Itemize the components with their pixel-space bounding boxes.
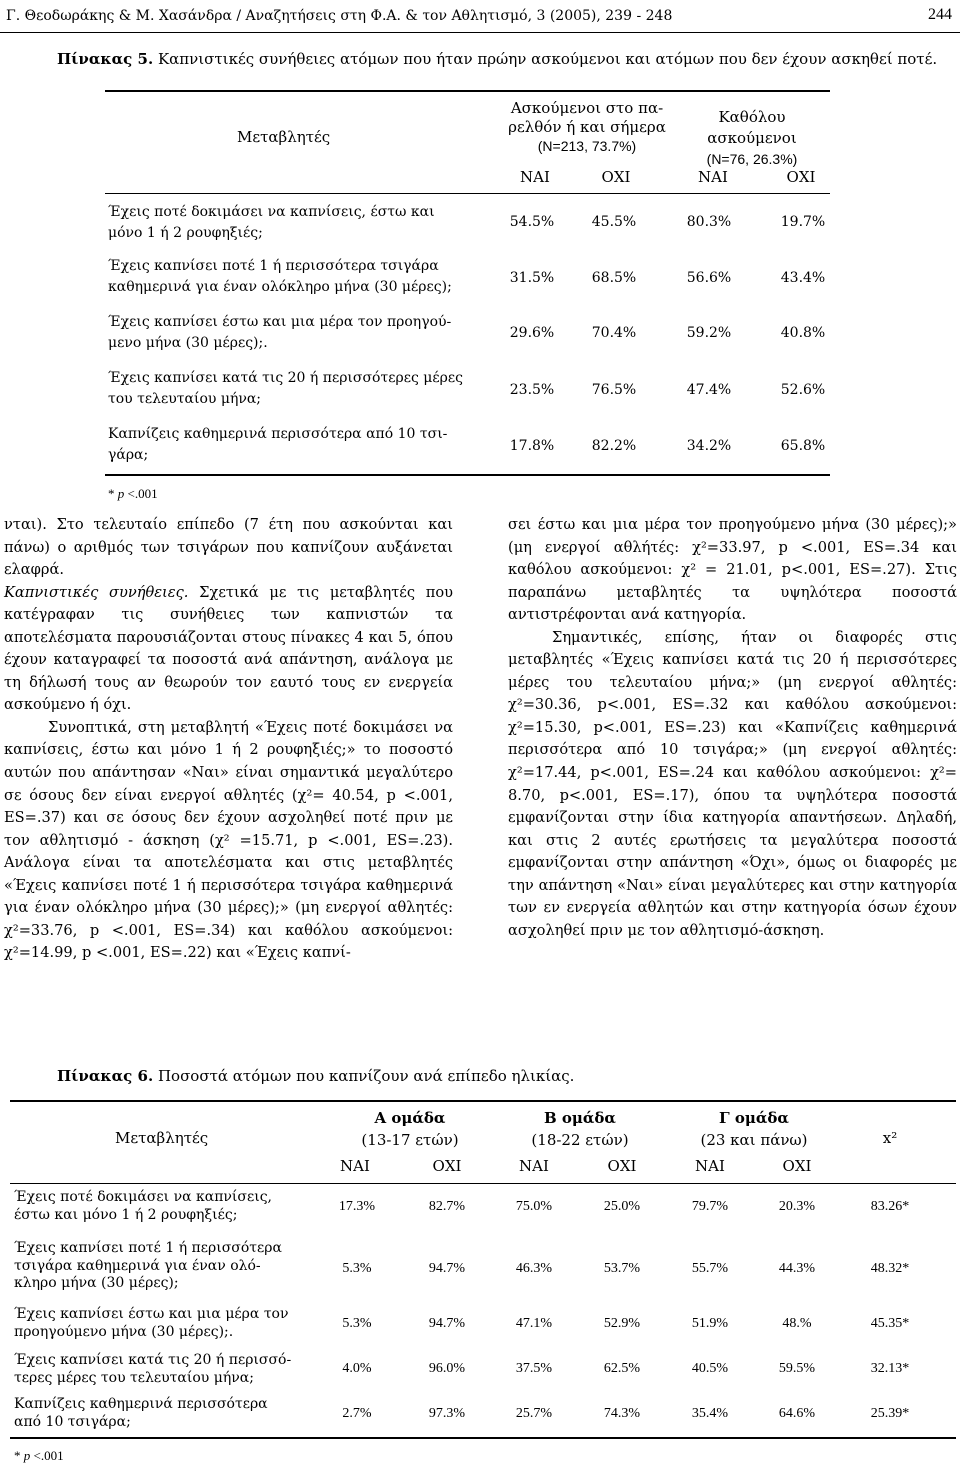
table5-top-rule xyxy=(105,90,830,92)
running-header: Γ. Θεοδωράκης & Μ. Χασάνδρα / Αναζητήσεις στη Φ.Α. & τον Αθλητισμό, 3 (2005), 239 - 248 xyxy=(6,8,673,24)
table6-top-rule xyxy=(10,1100,956,1102)
table6-cell: 2.7% xyxy=(342,1406,372,1421)
table6-caption xyxy=(57,1067,574,1085)
table5-cell: 68.5% xyxy=(591,270,637,286)
table5-row-label xyxy=(108,256,503,298)
table5-cell: 45.5% xyxy=(591,214,637,230)
table6-footnote xyxy=(14,1448,64,1464)
table6-group-b-name: Β ομάδα xyxy=(544,1109,616,1127)
table6-row-label-line: Καπνίζεις καθημερινά περισσότερα xyxy=(14,1396,268,1412)
table6-cell: 94.7% xyxy=(428,1261,466,1276)
table5-cell: 23.5% xyxy=(509,382,555,398)
table6-row-label-line: Έχεις καπνίσει έστω και μια μέρα τον xyxy=(14,1306,289,1322)
table5-bottom-rule xyxy=(105,474,830,476)
table6-row-label xyxy=(14,1352,314,1387)
table6-cell: 64.6% xyxy=(778,1406,816,1421)
table5-cell: 82.2% xyxy=(591,438,637,454)
table5-header-rule xyxy=(105,193,830,194)
table5-cell: 17.8% xyxy=(509,438,555,454)
table6-cell: 46.3% xyxy=(515,1261,553,1276)
table6-group-b-range: (18-22 ετών) xyxy=(531,1131,629,1149)
table6-cell: 47.1% xyxy=(515,1316,553,1331)
table5-group1-n: (N=213, 73.7%) xyxy=(537,138,637,154)
table5-cell: 59.2% xyxy=(686,325,732,341)
table6-row-label-line: έστω και μόνο 1 ή 2 ρουφηξιές; xyxy=(14,1206,238,1223)
table6-chi-header: x² xyxy=(882,1129,898,1147)
table5-var-header: Μεταβλητές xyxy=(237,128,331,146)
table5-group1-line1: Ασκούμενοι στο πα- xyxy=(510,99,664,117)
table6-sub-oxi-a: ΟΧΙ xyxy=(432,1157,462,1175)
left-paragraph-1: νται). Στο τελευταίο επίπεδο (7 έτη που ασκούνται και πάνω) ο αριθμός των τσιγάρων που καπνίζουν αυξάνεται ελαφρά. xyxy=(4,516,453,579)
table6-group-a xyxy=(335,1107,485,1151)
table6-cell: 52.9% xyxy=(603,1316,641,1331)
table6-cell: 48.% xyxy=(782,1316,812,1331)
footnote-star: * xyxy=(14,1448,24,1463)
table5-group1-header xyxy=(497,99,677,156)
table6-cell: 35.4% xyxy=(691,1406,729,1421)
left-column xyxy=(4,514,453,965)
table6-cell: 32.13* xyxy=(870,1361,910,1376)
table6-cell: 45.35* xyxy=(870,1316,910,1331)
right-paragraph-2: Σημαντικές, επίσης, ήταν οι διαφορές στις μεταβλητές «Έχεις καπνίσει κατά τις 20 ή περισσότερες μέρες του τελευταίου μήνα;» (μη ενεργοί αθλητές: χ²=30.36, p<.001, ES=.32 και καθόλου ασκούμενοι: χ²=15.30, p<.001, ES=.23) και «Καπνίζεις καθημερινά περισσότερα από 10 τσιγάρα;» (μη ενεργοί αθλητές: χ²=17.44, p<.001, ES=.24 και καθόλου ασκούμενοι: χ²= 8.70, p<.001, ES=.17), όπου τα υψηλότερα ποσοστά εμφανίζονται στην ίδια κατηγορία απαντήσεων. Δηλαδή, και στις 2 αυτές ερωτήσεις τα μεγαλύτερα ποσοστά εμφανίζονται στην απάντηση «Όχι», όμως οι διαφορές με την απάντηση «Ναι» είναι μεγαλύτερες και στην κατηγορία των εν ενεργεία αθλητών και στην κατηγορία όσων έχουν ασχοληθεί πριν με τον αθλητισμό-άσκηση. xyxy=(508,628,957,939)
table5-row-label-line: καθημερινά για έναν ολόκληρο μήνα (30 μέρες); xyxy=(108,279,452,295)
right-column xyxy=(508,514,957,942)
table6-cell: 51.9% xyxy=(691,1316,729,1331)
page-number: 244 xyxy=(928,6,952,23)
table5-group2-header xyxy=(672,107,832,170)
table5-sub-nai-1: ΝΑΙ xyxy=(520,168,550,186)
table6-cell: 83.26* xyxy=(870,1199,910,1214)
table6-sub-nai-c: ΝΑΙ xyxy=(695,1157,725,1175)
table6-sub-oxi-b: ΟΧΙ xyxy=(607,1157,637,1175)
table5-cell: 52.6% xyxy=(780,382,826,398)
table6-caption-label: Πίνακας 6. xyxy=(57,1067,154,1085)
table6-cell: 25.7% xyxy=(515,1406,553,1421)
table5-sub-oxi-1: ΟΧΙ xyxy=(601,168,631,186)
table6-row-label-line: Έχεις ποτέ δοκιμάσει να καπνίσεις, xyxy=(14,1189,273,1205)
table5-caption-text: Καπνιστικές συνήθειες ατόμων που ήταν πρώην ασκούμενοι και ατόμων που δεν έχουν ασκηθεί ποτέ. xyxy=(153,50,938,68)
table6-bottom-rule xyxy=(10,1437,956,1439)
table6-cell: 75.0% xyxy=(515,1199,553,1214)
table6-row-label xyxy=(14,1306,314,1341)
table5-cell: 19.7% xyxy=(780,214,826,230)
table5-row-label-line: Έχεις καπνίσει κατά τις 20 ή περισσότερες μέρες xyxy=(108,370,463,386)
table5-cell: 70.4% xyxy=(591,325,637,341)
table5-cell: 54.5% xyxy=(509,214,555,230)
table6-row-label-line: προηγούμενο μήνα (30 μέρες);. xyxy=(14,1323,234,1340)
right-paragraph-1: σει έστω και μια μέρα τον προηγούμενο μήνα (30 μέρες);» (μη ενεργοί αθλήτές: χ²=33.97, p <.001, ES=.34 και καθόλου ασκούμενοι: χ² = 21.01, p<.001, ES=.27). Στις παραπάνω μεταβλητές τα υψηλότερα ποσοστά αντιστρέφονται ανά κατηγορία. xyxy=(508,516,957,624)
table6-group-c xyxy=(679,1107,829,1151)
table6-cell: 5.3% xyxy=(342,1316,372,1331)
table5-cell: 43.4% xyxy=(780,270,826,286)
table6-cell: 82.7% xyxy=(428,1199,466,1214)
table6-caption-text: Ποσοστά ατόμων που καπνίζουν ανά επίπεδο ηλικίας. xyxy=(153,1067,575,1085)
footnote-rest: <.001 xyxy=(30,1448,64,1463)
table6-row-label-line: κληρο μήνα (30 μέρες); xyxy=(14,1275,179,1291)
table5-sub-oxi-2: ΟΧΙ xyxy=(786,168,816,186)
table6-cell: 37.5% xyxy=(515,1361,553,1376)
table5-row-label-line: γάρα; xyxy=(108,447,149,463)
table6-row-label-line: Έχεις καπνίσει κατά τις 20 ή περισσό- xyxy=(14,1352,292,1368)
table5-row-label xyxy=(108,368,503,410)
table5-group2-n: (N=76, 26.3%) xyxy=(706,151,798,167)
table6-cell: 17.3% xyxy=(338,1199,376,1214)
table6-group-c-range: (23 και πάνω) xyxy=(700,1131,808,1149)
table5-cell: 31.5% xyxy=(509,270,555,286)
table5-row-label-line: Έχεις καπνίσει έστω και μια μέρα τον προηγού- xyxy=(108,314,452,330)
footnote-rest: <.001 xyxy=(124,486,158,501)
left-paragraph-2 xyxy=(4,582,453,717)
table5-row-label-line: Καπνίζεις καθημερινά περισσότερα από 10 τσι- xyxy=(108,426,448,442)
table5-group1-line2: ρελθόν ή και σήμερα xyxy=(508,118,666,136)
table5-cell: 47.4% xyxy=(686,382,732,398)
table5-row-label-line: μόνο 1 ή 2 ρουφηξιές; xyxy=(108,225,263,241)
table6-sub-nai-b: ΝΑΙ xyxy=(519,1157,549,1175)
table5-cell: 65.8% xyxy=(780,438,826,454)
left-paragraph-3: Συνοπτικά, στη μεταβλητή «Έχεις ποτέ δοκιμάσει να καπνίσεις, έστω και μόνο 1 ή 2 ρουφηξιές;» το ποσοστό αυτών που απάντησαν «Ναι» είναι σημαντικά μεγαλύτερο σε όσους δεν είναι ενεργοί αθλητές (χ²= 40.54, p <.001, ES=.37) και σε όσους δεν έχουν ασχοληθεί ποτέ πριν με τον αθλητισμό - άσκηση (χ² =15.71, p <.001, ES=.23). Ανάλογα είναι τα αποτελέσματα και στις μεταβλητές «Έχεις καπνίσει ποτέ 1 ή περισσότερα τσιγάρα καθημερινά για έναν ολόκληρο μήνα (30 μέρες);» (μη ενεργοί αθλητές: χ²=33.76, p <.001, ES=.34) και καθόλου ασκούμενοι: χ²=14.99, p <.001, ES=.22) και «Έχεις καπνί- xyxy=(4,718,453,962)
table5-row-label xyxy=(108,312,503,354)
table6-cell: 40.5% xyxy=(691,1361,729,1376)
table6-row-label-line: τσιγάρα καθημερινά για έναν ολό- xyxy=(14,1257,261,1274)
table6-cell: 94.7% xyxy=(428,1316,466,1331)
table6-group-a-range: (13-17 ετών) xyxy=(361,1131,459,1149)
table6-cell: 62.5% xyxy=(603,1361,641,1376)
table6-group-b xyxy=(505,1107,655,1151)
left-paragraph-2-text: Σχετικά με τις μεταβλητές που κατέγραφαν τις συνήθειες των καπνιστών τα αποτελέσματα παρουσιάζονται στους πίνακες 4 και 5, όπου έχουν καταγραφεί τα ποσοστά ανά απάντηση, ανάλογα με τη δήλωσή τους αν θεωρούν τον εαυτό τους εν ενεργεία ασκούμενο ή όχι. xyxy=(4,583,453,714)
table5-cell: 80.3% xyxy=(686,214,732,230)
table6-cell: 44.3% xyxy=(778,1261,816,1276)
table6-row-label xyxy=(14,1240,314,1293)
table5-row-label xyxy=(108,424,503,466)
table5-cell: 56.6% xyxy=(686,270,732,286)
header-rule xyxy=(0,32,960,33)
table5-cell: 76.5% xyxy=(591,382,637,398)
table6-row-label-line: τερες μέρες του τελευταίου μήνα; xyxy=(14,1369,254,1386)
table6-cell: 97.3% xyxy=(428,1406,466,1421)
table6-group-c-name: Γ ομάδα xyxy=(719,1109,789,1127)
table6-row-label xyxy=(14,1189,314,1224)
table6-cell: 5.3% xyxy=(342,1261,372,1276)
table5-caption-label: Πίνακας 5. xyxy=(57,50,154,68)
footnote-p: p xyxy=(23,1448,31,1463)
table5-group2-line1: Καθόλου ασκούμενοι xyxy=(707,108,797,147)
table6-cell: 74.3% xyxy=(603,1406,641,1421)
table6-cell: 48.32* xyxy=(870,1261,910,1276)
table6-var-header: Μεταβλητές xyxy=(115,1129,209,1147)
table6-cell: 59.5% xyxy=(778,1361,816,1376)
table5-row-label-line: Έχεις ποτέ δοκιμάσει να καπνίσεις, έστω και xyxy=(108,204,435,220)
table5-sub-nai-2: ΝΑΙ xyxy=(698,168,728,186)
table6-cell: 4.0% xyxy=(342,1361,372,1376)
table5-caption xyxy=(57,50,937,68)
table6-cell: 96.0% xyxy=(428,1361,466,1376)
footnote-p: p xyxy=(117,486,125,501)
table6-cell: 55.7% xyxy=(691,1261,729,1276)
footnote-star: * xyxy=(108,486,118,501)
table5-row-label-line: Έχεις καπνίσει ποτέ 1 ή περισσότερα τσιγάρα xyxy=(108,258,439,274)
table6-cell: 53.7% xyxy=(603,1261,641,1276)
table6-sub-oxi-c: ΟΧΙ xyxy=(782,1157,812,1175)
table6-cell: 20.3% xyxy=(778,1199,816,1214)
table5-cell: 40.8% xyxy=(780,325,826,341)
subsection-heading: Καπνιστικές συνήθειες. xyxy=(4,583,189,601)
table6-row-label-line: από 10 τσιγάρα; xyxy=(14,1413,131,1430)
table6-cell: 25.39* xyxy=(870,1406,910,1421)
table6-sub-nai-a: ΝΑΙ xyxy=(340,1157,370,1175)
table6-cell: 79.7% xyxy=(691,1199,729,1214)
table5-cell: 34.2% xyxy=(686,438,732,454)
table6-group-a-name: Α ομάδα xyxy=(374,1109,446,1127)
table5-row-label xyxy=(108,202,503,244)
table6-row-label-line: Έχεις καπνίσει ποτέ 1 ή περισσότερα xyxy=(14,1240,282,1256)
table5-row-label-line: του τελευταίου μήνα; xyxy=(108,391,262,407)
table5-footnote xyxy=(108,486,158,502)
table5-cell: 29.6% xyxy=(509,325,555,341)
table6-header-rule xyxy=(10,1183,956,1184)
table6-row-label xyxy=(14,1396,314,1431)
table5-row-label-line: μενο μήνα (30 μέρες);. xyxy=(108,335,268,351)
table6-cell: 25.0% xyxy=(603,1199,641,1214)
